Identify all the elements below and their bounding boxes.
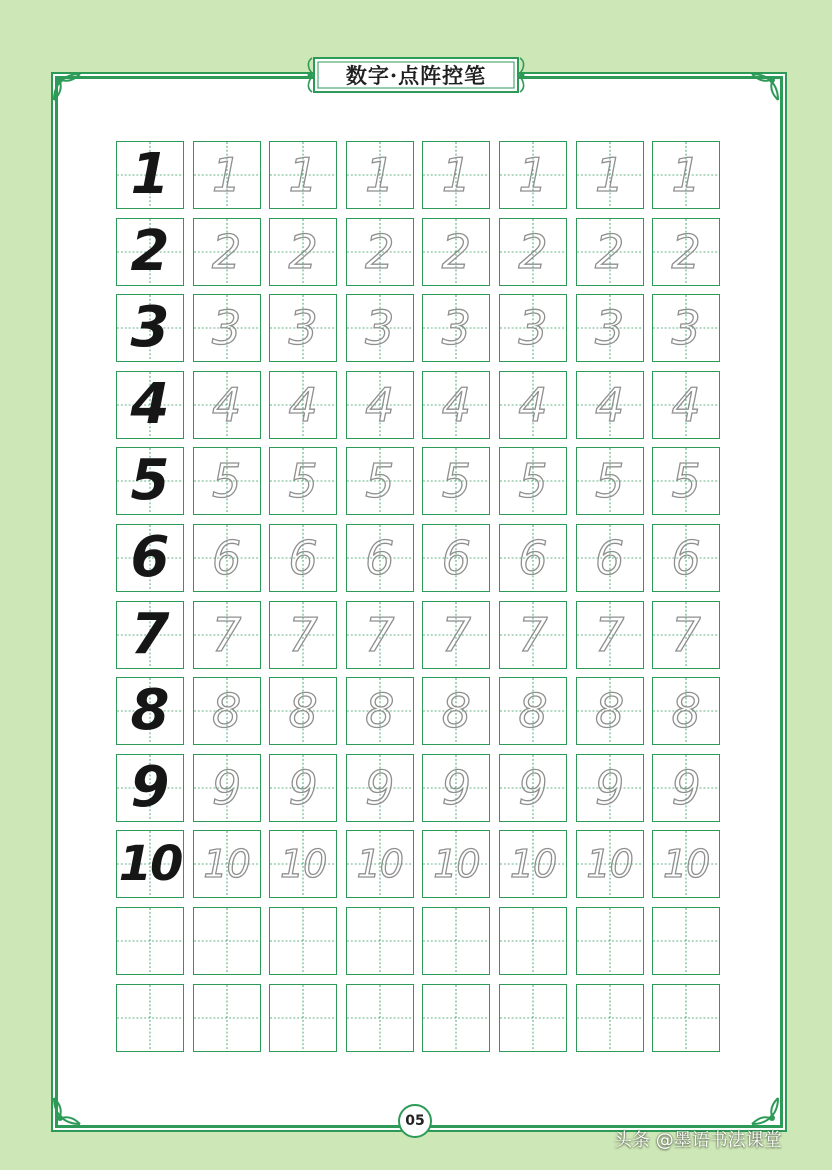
trace-digit [270,985,336,1051]
trace-cell [269,907,337,975]
trace-digit: 2 [671,224,701,279]
trace-cell [499,141,567,209]
trace-digit: 1 [518,148,548,202]
trace-cell [193,218,261,286]
trace-cell [652,524,720,592]
trace-cell [652,601,720,669]
model-cell [116,218,184,286]
trace-digit: 8 [441,684,472,739]
trace-cell [576,294,644,362]
trace-digit: 8 [288,684,318,739]
trace-digit: 6 [518,531,548,585]
trace-digit [423,985,489,1051]
trace-cell [269,218,337,286]
trace-cell [193,447,261,515]
trace-digit [194,985,260,1051]
trace-cell [499,218,567,286]
trace-cell [346,524,414,592]
trace-digit: 5 [288,454,318,509]
trace-digit [653,985,719,1051]
trace-digit: 2 [288,224,318,279]
trace-digit: 3 [518,301,548,356]
trace-cell [576,524,644,592]
trace-cell [652,830,720,898]
model-digit: 4 [130,371,170,437]
trace-digit: 5 [518,454,548,509]
trace-cell [422,984,490,1052]
trace-cell [422,907,490,975]
trace-digit: 3 [211,301,242,356]
trace-digit: 7 [594,607,625,662]
trace-cell [193,601,261,669]
trace-cell [499,907,567,975]
trace-digit [500,985,566,1051]
trace-cell [422,371,490,439]
model-digit: 5 [130,448,170,514]
trace-cell [269,447,337,515]
trace-cell [576,447,644,515]
trace-cell [193,524,261,592]
trace-digit: 7 [211,607,242,662]
trace-digit: 1 [288,148,318,202]
trace-cell [269,141,337,209]
trace-digit: 4 [288,377,318,432]
trace-cell [193,677,261,745]
model-cell [116,524,184,592]
trace-digit [194,908,260,974]
model-cell [116,907,184,975]
trace-digit: 8 [671,684,701,739]
trace-cell [652,218,720,286]
trace-digit: 1 [671,148,701,202]
trace-cell [193,984,261,1052]
trace-digit: 7 [518,607,548,662]
trace-digit: 9 [441,760,472,815]
model-cell [116,447,184,515]
trace-digit [577,985,643,1051]
trace-cell [652,754,720,822]
model-digit: 2 [130,218,170,284]
trace-cell [652,141,720,209]
trace-digit [270,908,336,974]
trace-digit: 10 [280,842,327,887]
trace-cell [422,141,490,209]
trace-digit: 5 [441,454,472,509]
trace-cell [269,677,337,745]
model-digit: 6 [130,525,170,590]
trace-digit [653,908,719,974]
trace-digit: 2 [441,224,472,279]
trace-digit: 3 [671,301,701,356]
trace-cell [499,524,567,592]
trace-cell [346,447,414,515]
trace-digit: 5 [211,454,242,509]
trace-cell [576,218,644,286]
trace-digit: 5 [365,454,395,509]
trace-cell [269,524,337,592]
model-cell [116,371,184,439]
trace-digit: 8 [518,684,548,739]
trace-digit: 3 [441,301,472,356]
model-digit: 7 [130,601,170,667]
trace-digit: 1 [441,148,472,202]
trace-digit: 9 [594,760,625,815]
trace-digit: 6 [365,531,395,585]
trace-digit: 3 [594,301,625,356]
trace-cell [576,984,644,1052]
trace-digit: 9 [288,760,318,815]
trace-cell [346,371,414,439]
trace-cell [346,294,414,362]
trace-cell [193,371,261,439]
trace-digit: 2 [211,224,242,279]
model-cell [116,141,184,209]
model-digit [117,908,183,974]
trace-digit: 2 [594,224,625,279]
trace-cell [193,141,261,209]
trace-cell [652,294,720,362]
model-digit [117,985,183,1051]
trace-digit: 9 [365,760,395,815]
trace-cell [576,141,644,209]
trace-cell [422,218,490,286]
title-banner [304,50,528,100]
trace-digit: 10 [663,842,710,887]
model-digit: 1 [130,142,170,207]
trace-digit: 4 [518,377,548,432]
trace-digit: 4 [441,377,472,432]
trace-cell [346,141,414,209]
page-number: 05 [398,1104,432,1138]
trace-cell [193,754,261,822]
trace-cell [269,601,337,669]
trace-cell [422,754,490,822]
trace-digit: 10 [509,842,557,887]
model-digit: 10 [118,836,182,893]
trace-cell [499,371,567,439]
page-title: 数字·点阵控笔 [345,63,487,88]
trace-digit: 8 [594,684,625,739]
trace-digit: 5 [594,454,625,509]
model-cell [116,601,184,669]
trace-digit: 10 [356,842,403,887]
trace-digit: 6 [288,531,318,585]
trace-digit: 8 [211,684,242,739]
trace-cell [422,447,490,515]
trace-digit: 9 [671,760,701,815]
trace-digit: 7 [441,607,472,662]
model-cell [116,294,184,362]
trace-digit: 7 [288,607,318,662]
trace-cell [576,371,644,439]
trace-digit: 7 [365,607,395,662]
trace-cell [346,218,414,286]
model-digit: 8 [130,678,170,744]
trace-digit: 2 [365,224,395,279]
trace-digit: 8 [365,684,395,739]
practice-grid [116,141,721,1054]
trace-cell [422,601,490,669]
trace-digit: 10 [433,842,480,887]
corner-ornament-bottom-right [748,1094,782,1128]
trace-cell [346,830,414,898]
trace-digit [347,908,413,974]
trace-cell [499,984,567,1052]
trace-digit: 9 [211,760,242,815]
trace-cell [422,294,490,362]
trace-cell [499,294,567,362]
trace-digit: 6 [211,531,242,585]
trace-cell [499,447,567,515]
trace-cell [576,754,644,822]
trace-cell [269,984,337,1052]
trace-cell [269,830,337,898]
trace-cell [499,754,567,822]
trace-digit [500,908,566,974]
trace-digit: 4 [594,377,625,432]
trace-cell [269,371,337,439]
trace-cell [422,830,490,898]
model-digit: 3 [130,295,170,361]
trace-digit: 4 [671,377,701,432]
trace-cell [269,754,337,822]
model-cell [116,754,184,822]
trace-cell [193,830,261,898]
trace-digit [423,908,489,974]
trace-digit: 6 [671,531,701,585]
trace-digit: 9 [518,760,548,815]
trace-cell [576,677,644,745]
trace-cell [576,907,644,975]
trace-digit [577,908,643,974]
trace-digit: 1 [365,148,395,202]
trace-cell [652,984,720,1052]
trace-cell [652,447,720,515]
trace-cell [652,371,720,439]
model-cell [116,830,184,898]
trace-digit: 4 [211,377,242,432]
trace-cell [576,830,644,898]
trace-digit: 2 [518,224,548,279]
trace-digit: 10 [203,842,250,887]
trace-digit: 1 [211,148,242,202]
corner-ornament-bottom-left [50,1094,84,1128]
trace-cell [499,830,567,898]
trace-digit: 3 [365,301,395,356]
trace-digit: 1 [594,148,625,202]
trace-cell [652,677,720,745]
trace-digit: 6 [441,531,472,585]
trace-cell [652,907,720,975]
corner-ornament-top-left [50,70,84,104]
trace-cell [499,677,567,745]
model-cell [116,984,184,1052]
trace-cell [193,294,261,362]
corner-ornament-top-right [748,70,782,104]
trace-cell [346,677,414,745]
watermark: 头条 @墨语书法课堂 [614,1130,782,1151]
trace-digit: 3 [288,301,318,356]
trace-cell [576,601,644,669]
trace-cell [346,907,414,975]
trace-digit [347,985,413,1051]
model-cell [116,677,184,745]
trace-cell [422,524,490,592]
trace-digit: 7 [671,607,701,662]
trace-cell [269,294,337,362]
trace-digit: 4 [365,377,395,432]
trace-cell [346,754,414,822]
trace-digit: 5 [671,454,701,509]
trace-digit: 6 [594,531,625,585]
trace-cell [346,984,414,1052]
trace-digit: 10 [586,842,633,887]
model-digit: 9 [130,754,170,820]
trace-cell [193,907,261,975]
trace-cell [346,601,414,669]
trace-cell [499,601,567,669]
trace-cell [422,677,490,745]
